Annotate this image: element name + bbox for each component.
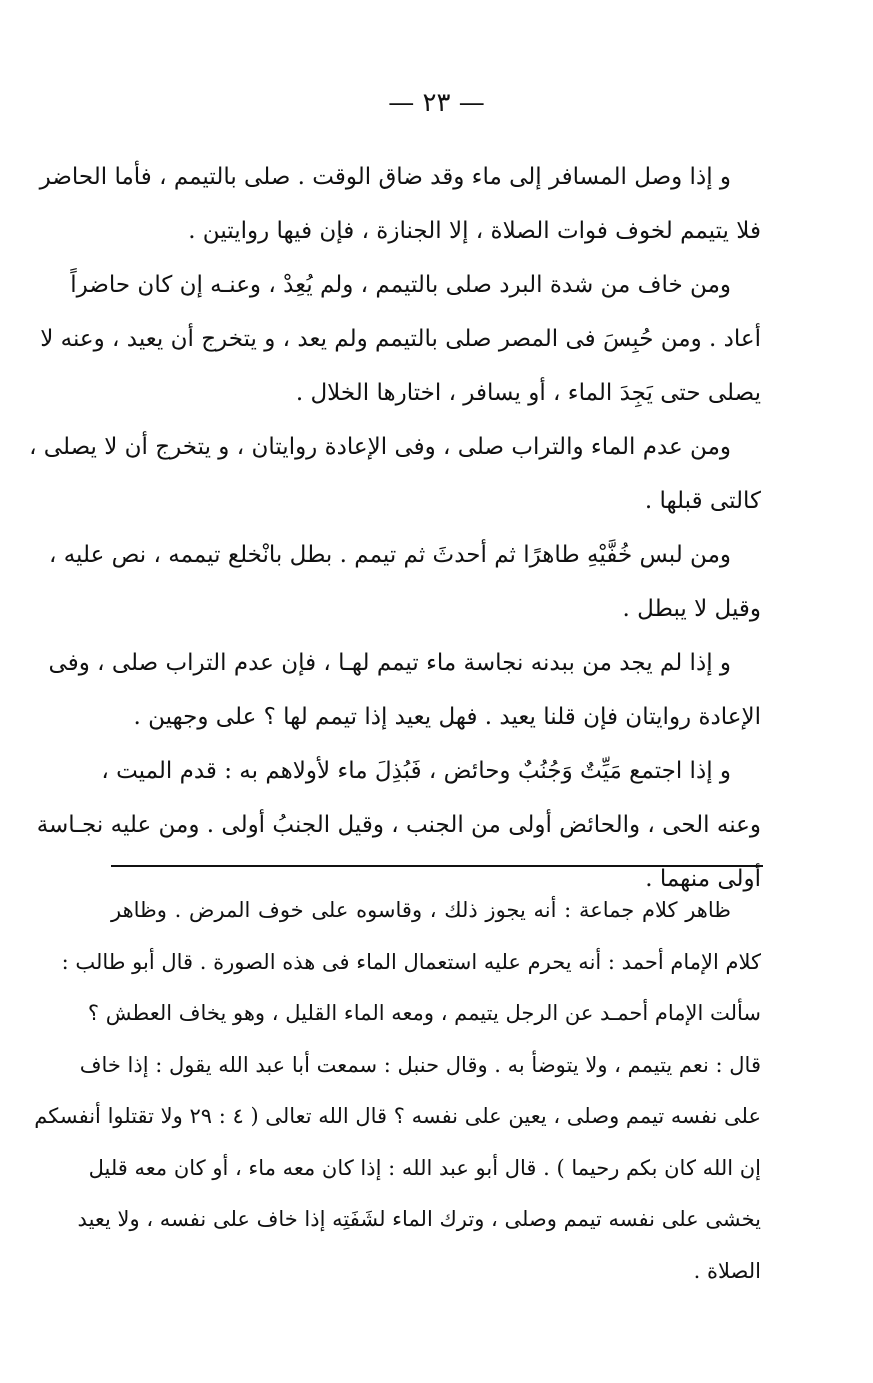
text-line: ومن عدم الماء والتراب صلى ، وفى الإعادة روايتان ، و يتخرج أن لا يصلى ، — [29, 434, 731, 460]
footnote-line: قال : نعم يتيمم ، ولا يتوضأ به . وقال حنبل : سمعت أبا عبد الله يقول : إذا خاف — [79, 1052, 761, 1077]
text-line: فلا يتيمم لخوف فوات الصلاة ، إلا الجنازة ، فإن فيها روايتين . — [188, 218, 761, 244]
footnote-line: الصلاة . — [693, 1258, 761, 1283]
footnote-body — [34, 885, 761, 1297]
text-line: و إذا وصل المسافر إلى ماء وقد ضاق الوقت . صلى بالتيمم ، فأما الحاضر — [39, 164, 731, 190]
footnote-line: كلام الإمام أحمد : أنه يحرم عليه استعمال الماء فى هذه الصورة . قال أبو طالب : — [61, 949, 761, 974]
footnote-line: إن الله كان بكم رحيما ) . قال أبو عبد الله : إذا كان معه ماء ، أو كان معه قليل — [88, 1155, 761, 1180]
text-line: أعاد . ومن حُبِسَ فى المصر صلى بالتيمم ولم يعد ، و يتخرج أن يعيد ، وعنه لا — [40, 326, 761, 352]
footnote-line: ظاهر كلام جماعة : أنه يجوز ذلك ، وقاسوه على خوف المرض . وظاهر — [111, 898, 731, 922]
footnote-line: سألت الإمام أحمـد عن الرجل يتيمم ، ومعه الماء القليل ، وهو يخاف العطش ؟ — [87, 1001, 761, 1025]
text-line: و إذا اجتمع مَيِّتٌ وَجُنُبٌ وحائض ، فَبُذِلَ ماء لأولاهم به : قدم الميت ، — [101, 758, 731, 784]
footnote-line: على نفسه تيمم وصلى ، يعين على نفسه ؟ قال الله تعالى ( ٤ : ٢٩ ولا تقتلوا أنفسكم — [34, 1104, 761, 1128]
main-text-body — [29, 150, 761, 906]
text-line: ومن خاف من شدة البرد صلى بالتيمم ، ولم يُعِدْ ، وعنـه إن كان حاضراً — [70, 272, 731, 298]
footnote-divider — [111, 865, 763, 867]
text-line: وعنه الحى ، والحائض أولى من الجنب ، وقيل الجنبُ أولى . ومن عليه نجـاسة — [36, 812, 761, 838]
footnote-line: يخشى على نفسه تيمم وصلى ، وترك الماء لشَفَتِه إذا خاف على نفسه ، ولا يعيد — [77, 1207, 761, 1231]
text-line: و إذا لم يجد من ببدنه نجاسة ماء تيمم لهـا ، فإن عدم التراب صلى ، وفى — [48, 650, 731, 676]
text-line: يصلى حتى يَجِدَ الماء ، أو يسافر ، اختارها الخلال . — [295, 380, 761, 406]
text-line: كالتى قبلها . — [644, 488, 761, 514]
text-line: أولى منهما . — [645, 866, 761, 892]
page-number: — ٢٣ — — [388, 88, 485, 118]
text-line: وقيل لا يبطل . — [622, 596, 761, 622]
text-line: الإعادة روايتان فإن قلنا يعيد . فهل يعيد إذا تيمم لها ؟ على وجهين . — [133, 704, 761, 730]
text-line: ومن لبس خُفَّيْهِ طاهرًا ثم أحدثَ ثم تيمم . بطل بانْخلع تيممه ، نص عليه ، — [48, 542, 731, 568]
